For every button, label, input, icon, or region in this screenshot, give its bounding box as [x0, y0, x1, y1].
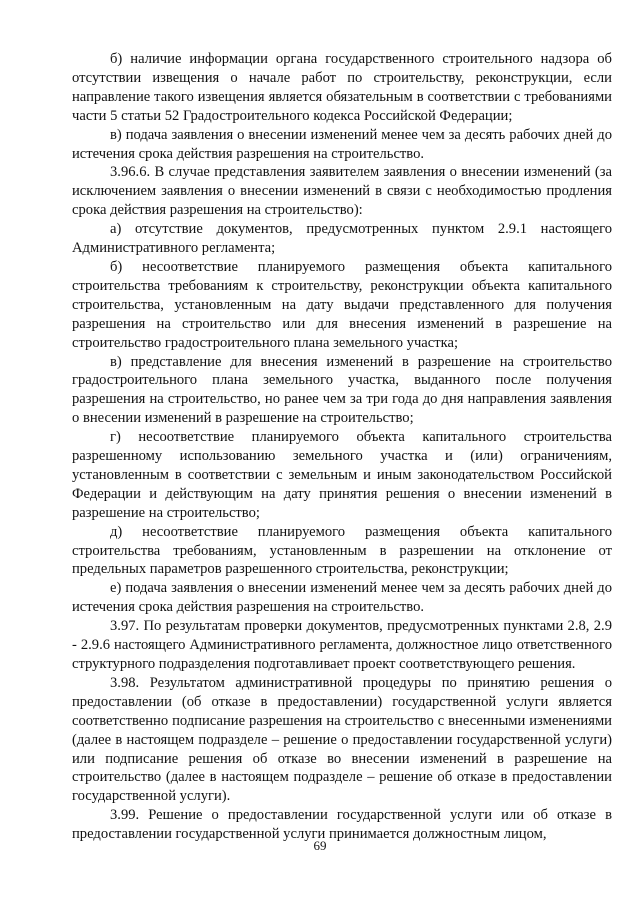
paragraph-9: е) подача заявления о внесении изменений менее чем за десять рабочих дней до истечения срока действия разрешения на строительство. [72, 580, 612, 616]
paragraph-11: 3.98. Результатом административной процедуры по принятию решения о предоставлении (об отказе в предоставлении) государственной услуги является соответственно подписание разрешения на строительство с внесенными изменениями (далее в настоящем подразделе – решение о предоставлении государственной услуги) или подписание решения об отказе во внесении изменений в разрешение на строительство (далее в настоящем подразделе – решение об отказе в предоставлении государственной услуги). [72, 674, 612, 805]
paragraph-8: д) несоответствие планируемого размещения объекта капитального строительства требованиям, установленным в разрешении на отклонение от предельных параметров разрешенного строительства, реконструкции; [72, 523, 612, 578]
paragraph-10: 3.97. По результатам проверки документов, предусмотренных пунктами 2.8, 2.9 - 2.9.6 настоящего Административного регламента, должностное лицо ответственного структурного подразделения подготавливает проект соответствующего решения. [72, 618, 612, 672]
paragraph-1: б) наличие информации органа государственного строительного надзора об отсутствии извещения о начале работ по строительству, реконструкции, если направление такого извещения является обязательным в соответствии с требованиями части 5 статьи 52 Градостроительного кодекса Российской Федерации; [72, 51, 612, 124]
paragraph-4: а) отсутствие документов, предусмотренных пунктом 2.9.1 настоящего Административного регламента; [72, 221, 612, 257]
paragraph-7: г) несоответствие планируемого объекта капитального строительства разрешенному использованию земельного участка и (или) ограничениям, установленным в соответствии с земельным и иным законодательством Российской Федерации и действующим на дату принятия решения о внесении изменений в разрешение на строительство; [72, 429, 612, 521]
paragraph-5: б) несоответствие планируемого размещения объекта капитального строительства требованиям к строительству, реконструкции объекта капитального строительства, установленным на дату выдачи представленного для получения разрешения на строительство или для внесения изменений в разрешение на строительство градостроительного плана земельного участка; [72, 258, 612, 351]
paragraph-3: 3.96.6. В случае представления заявителем заявления о внесении изменений (за исключением заявления о внесении изменений в связи с необходимостью продления срока действия разрешения на строительство): [72, 164, 612, 219]
paragraph-2: в) подача заявления о внесении изменений менее чем за десять рабочих дней до истечения срока действия разрешения на строительство. [72, 126, 612, 162]
document-page [72, 50, 612, 844]
paragraph-6: в) представление для внесения изменений в разрешение на строительство градостроительного плана земельного участка, выданного после получения разрешения на строительство, но ранее чем за три года до дня направления заявления о внесении изменений в разрешение на строительство; [72, 353, 612, 427]
paragraph-12: 3.99. Решение о предоставлении государственной услуги или об отказе в предоставлении государственной услуги принимается должностным лицом, [72, 807, 612, 843]
page-number: 69 [313, 838, 327, 853]
